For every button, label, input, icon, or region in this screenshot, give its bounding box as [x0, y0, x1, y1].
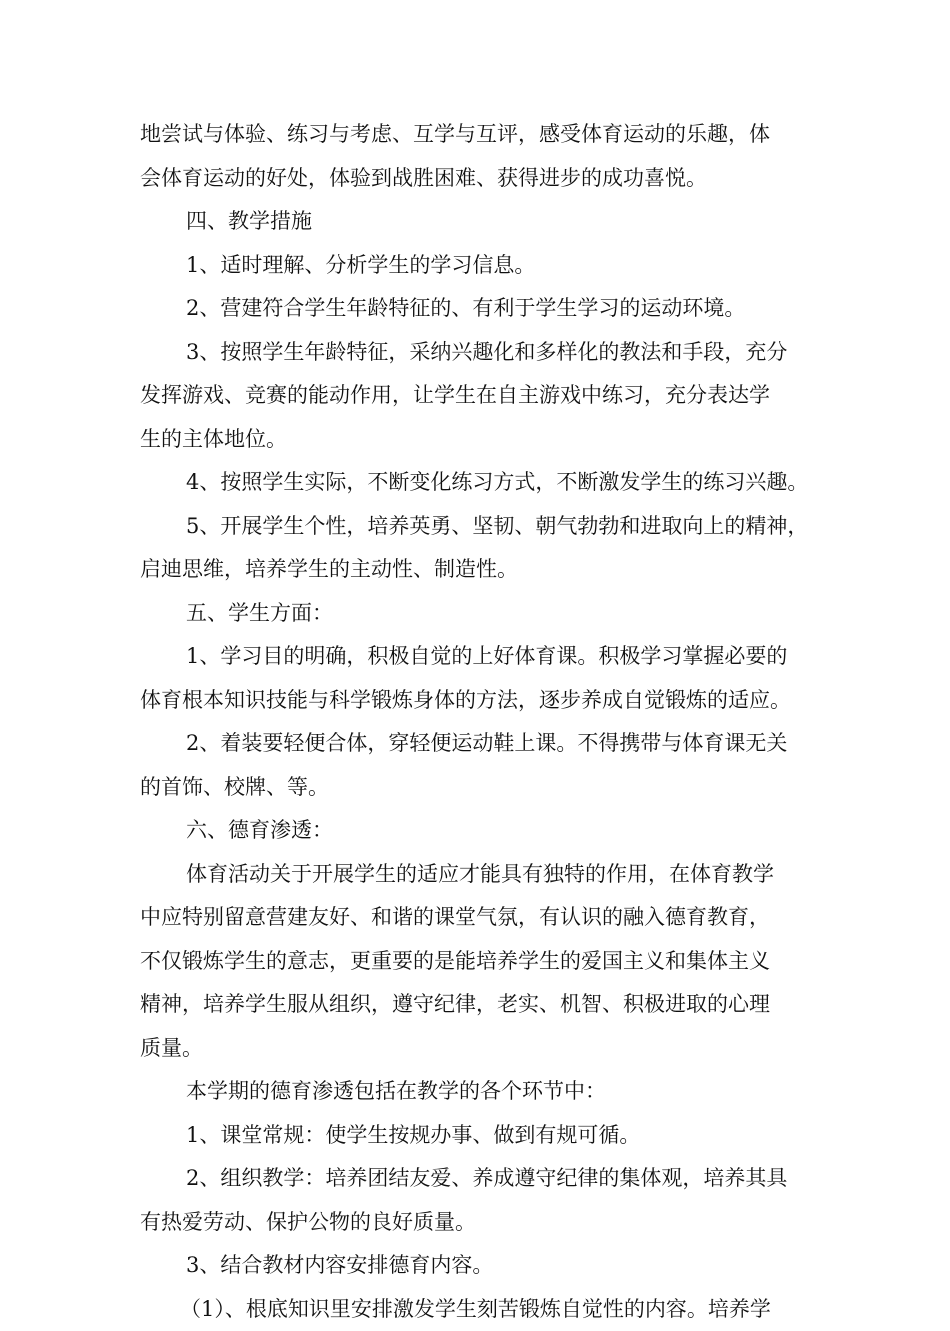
- text-line: 发挥游戏、竞赛的能动作用，让学生在自主游戏中练习，充分表达学: [140, 374, 830, 418]
- text-line: 地尝试与体验、练习与考虑、互学与互评，感受体育运动的乐趣，体: [140, 113, 830, 157]
- text-line: 生的主体地位。: [140, 418, 830, 462]
- text-line: 的首饰、校牌、等。: [140, 766, 830, 810]
- text-line: 1、学习目的明确，积极自觉的上好体育课。积极学习掌握必要的: [140, 635, 830, 679]
- text-line: 1、适时理解、分析学生的学习信息。: [140, 244, 830, 288]
- text-line: 体育根本知识技能与科学锻炼身体的方法，逐步养成自觉锻炼的适应。: [140, 679, 830, 723]
- text-line: 有热爱劳动、保护公物的良好质量。: [140, 1201, 830, 1245]
- text-line: 本学期的德育渗透包括在教学的各个环节中：: [140, 1070, 830, 1114]
- text-line: 1、课堂常规：使学生按规办事、做到有规可循。: [140, 1114, 830, 1158]
- text-line: 启迪思维，培养学生的主动性、制造性。: [140, 548, 830, 592]
- text-line: （1）、根底知识里安排激发学生刻苦锻炼自觉性的内容。培养学: [140, 1288, 830, 1331]
- text-line: 5、开展学生个性，培养英勇、坚韧、朝气勃勃和进取向上的精神，: [140, 505, 830, 549]
- text-line: 四、教学措施: [140, 200, 830, 244]
- text-line: 质量。: [140, 1027, 830, 1071]
- text-line: 3、按照学生年龄特征，采纳兴趣化和多样化的教法和手段，充分: [140, 331, 830, 375]
- text-line: 3、结合教材内容安排德育内容。: [140, 1244, 830, 1288]
- text-line: 2、组织教学：培养团结友爱、养成遵守纪律的集体观，培养其具: [140, 1157, 830, 1201]
- text-line: 五、学生方面：: [140, 592, 830, 636]
- text-line: 体育活动关于开展学生的适应才能具有独特的作用，在体育教学: [140, 853, 830, 897]
- document-body: [140, 113, 830, 1331]
- text-line: 不仅锻炼学生的意志，更重要的是能培养学生的爱国主义和集体主义: [140, 940, 830, 984]
- text-line: 会体育运动的好处，体验到战胜困难、获得进步的成功喜悦。: [140, 157, 830, 201]
- text-line: 中应特别留意营建友好、和谐的课堂气氛，有认识的融入德育教育，: [140, 896, 830, 940]
- text-line: 2、着装要轻便合体，穿轻便运动鞋上课。不得携带与体育课无关: [140, 722, 830, 766]
- text-line: 2、营建符合学生年龄特征的、有利于学生学习的运动环境。: [140, 287, 830, 331]
- text-line: 六、德育渗透：: [140, 809, 830, 853]
- text-line: 4、按照学生实际，不断变化练习方式，不断激发学生的练习兴趣。: [140, 461, 830, 505]
- text-line: 精神，培养学生服从组织，遵守纪律，老实、机智、积极进取的心理: [140, 983, 830, 1027]
